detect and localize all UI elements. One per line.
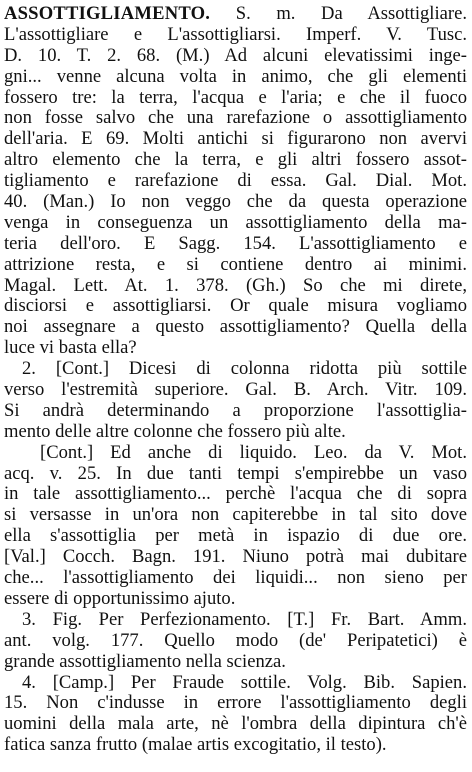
entry-text-line: attrizione resta, e si contiene dentro ai minimi. — [4, 253, 467, 275]
sense-4-line: 4. [Camp.] Per Fraude sottile. Volg. Bib. Sapien. — [22, 671, 467, 693]
entry-text-line: noi assegnare a questo assottigliamento? Quella della — [4, 316, 467, 338]
sense-2-sub-line: [Cont.] Ed anche di liquido. Leo. da V. Mot. — [40, 441, 467, 463]
entry-text-line: fossero tre: la terra, l'acqua e l'aria; e che il fuoco — [4, 86, 467, 108]
entry-text-line: L'assottigliare e L'assottigliarsi. Imperf. V. Tusc. — [4, 23, 467, 45]
entry-text-line: si versasse in un'ora non capiterebbe in tal sito dove — [4, 504, 467, 526]
entry-text-line: teria dell'oro. E Sagg. 154. L'assottigliamento e — [4, 232, 467, 254]
entry-text-line: mento delle altre colonne che fossero più alte. — [4, 420, 346, 442]
entry-text-line: ant. volg. 177. Quello modo (de' Peripatetici) è — [4, 629, 467, 651]
entry-text-line: uomini della mala arte, nè l'ombra della dipintura ch'è — [4, 713, 467, 735]
entry-text-line: Magal. Lett. At. 1. 378. (Gh.) So che mi direte, — [4, 274, 467, 296]
entry-text-line: acq. v. 25. In due tanti tempi s'empirebbe un vaso — [4, 462, 467, 484]
entry-text-line: non fosse salvo che una rarefazione o assottigliamento — [4, 107, 467, 129]
entry-text-line: tigliamento e rarefazione di essa. Gal. Dial. Mot. — [4, 170, 467, 192]
entry-text-line: D. 10. T. 2. 68. (M.) Ad alcuni elevatissimi inge- — [4, 44, 467, 66]
entry-text-line: disciorsi e assottigliarsi. Or quale misura vogliamo — [4, 295, 467, 317]
entry-text-line: 40. (Man.) Io non veggo che da questa operazione — [4, 191, 467, 213]
entry-text-line: 15. Non c'indusse in errore l'assottigliamento degli — [4, 692, 467, 714]
entry-text-line: fatica sanza frutto (malae artis excogitatio, il testo). — [4, 734, 387, 756]
sense-2-line: 2. [Cont.] Dicesi di colonna ridotta più sottile — [22, 358, 467, 380]
entry-text-line: grande assottigliamento nella scienza. — [4, 650, 286, 672]
entry-text-line: verso l'estremità superiore. Gal. B. Arch. Vitr. 109. — [4, 379, 467, 401]
headword-grammar: S. m. Da Assottigliare. — [210, 3, 467, 24]
dictionary-entry-assottigliamento — [4, 4, 467, 756]
entry-text-line: luce vi basta ella? — [4, 337, 137, 359]
entry-text-line: dell'aria. E 69. Molti antichi si figurarono non avervi — [4, 128, 467, 150]
sense-3-line: 3. Fig. Per Perfezionamento. [T.] Fr. Bart. Amm. — [22, 608, 467, 630]
entry-heading-line — [4, 4, 467, 25]
entry-text-line: Si andrà determinando a proporzione l'assottiglia- — [4, 399, 467, 421]
entry-text-line: essere di opportunissimo ajuto. — [4, 587, 236, 609]
entry-text-line: altro elemento che la terra, e gli altri fossero assot- — [4, 149, 467, 171]
headword: ASSOTTIGLIAMENTO. — [4, 3, 211, 24]
entry-text-line: in tale assottigliamento... perchè l'acqua che di sopra — [4, 483, 467, 505]
entry-text-line: gni... venne alcuna volta in animo, che gli elementi — [4, 65, 467, 87]
entry-text-line: [Val.] Cocch. Bagn. 191. Niuno potrà mai dubitare — [4, 546, 467, 568]
entry-text-line: venga in conseguenza un assottigliamento della ma- — [4, 211, 467, 233]
entry-text-line: che... l'assottigliamento dei liquidi... non sieno per — [4, 567, 467, 589]
entry-text-line: ella s'assottiglia per metà in ispazio di due ore. — [4, 525, 467, 547]
